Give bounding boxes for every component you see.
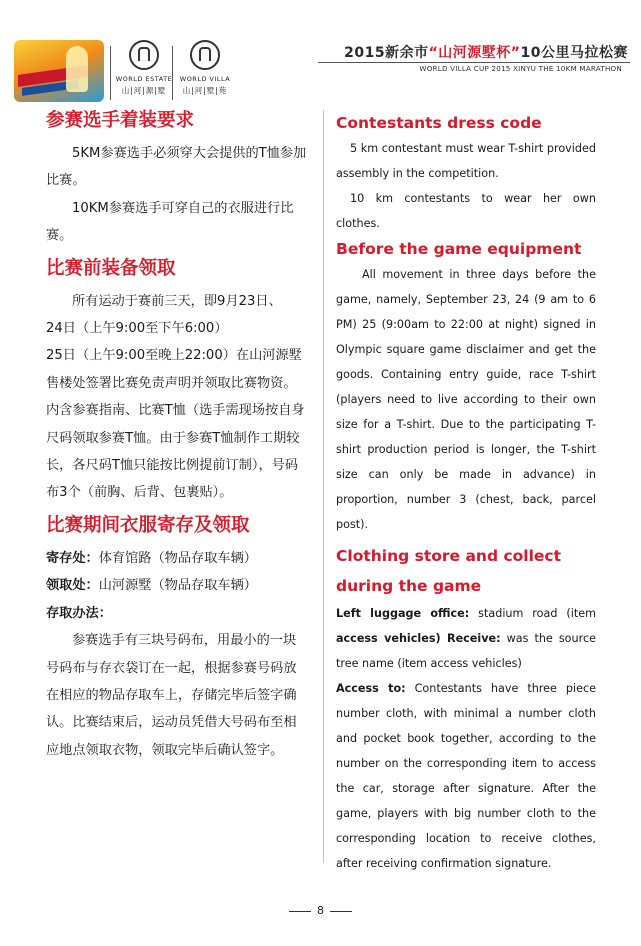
text-line: 所有运动于赛前三天，即9月23日、	[72, 293, 282, 309]
world-estate-logo	[113, 40, 175, 96]
luggage-value: stadium road (item	[478, 607, 596, 620]
store-location	[46, 545, 308, 572]
event-logo	[14, 40, 104, 102]
title-highlight: “山河源墅杯”	[428, 45, 521, 61]
header-rule	[318, 62, 630, 63]
page-header	[0, 0, 641, 102]
store-value: 体育馆路（物品存取车辆）	[98, 550, 257, 566]
english-column	[336, 110, 596, 876]
section-heading: Clothing store and collect during the game	[336, 547, 562, 595]
paragraph	[336, 676, 596, 876]
section-heading: 比赛前装备领取	[46, 257, 176, 279]
paragraph: 10 km contestants to wear her own clothes.	[336, 192, 596, 230]
paragraph: 25日（上午9:00至晚上22:00）在山河源墅售楼处签署比赛免责声明并领取比赛物资。内含参赛指南、比赛T恤（选手需现场按自身尺码领取参赛T恤。由于参赛T恤制作工期较长，各尺码T恤只能按比例提前订制），号码布3个（前胸、后背、包裹贴）。	[46, 348, 305, 501]
logo-separator	[110, 46, 111, 100]
footer-dash	[289, 911, 311, 912]
brand-cn: 山|河|源|墅	[121, 86, 167, 95]
column-divider	[323, 110, 324, 863]
paragraph: 参赛选手有三块号码布，用最小的一块号码布与存衣袋订在一起，根据参赛号码放在相应的物品存取车上，存储完毕后签字确认。比赛结束后，运动员凭借大号码布至相应地点领取衣物，领取完毕后确认签字。	[46, 633, 297, 758]
method-label: 存取办法：	[46, 605, 112, 621]
paragraph: 5KM参赛选手必须穿大会提供的T恤参加比赛。	[46, 146, 307, 189]
collect-value: 山河源墅（物品存取车辆）	[98, 578, 257, 594]
world-villa-logo	[174, 40, 236, 96]
title-post: 10公里马拉松赛	[520, 45, 628, 61]
luggage-label: Left luggage office:	[336, 607, 470, 620]
brand-en: WORLD ESTATE	[115, 75, 173, 83]
event-subtitle: WORLD VILLA CUP 2015 XINYU THE 10KM MARATHON	[419, 64, 622, 73]
access-label: Access to:	[336, 682, 406, 695]
collect-location	[46, 572, 308, 599]
page-number: 8	[317, 904, 324, 917]
tree-emblem-icon	[129, 40, 159, 70]
paragraph: All movement in three days before the game, namely, September 23, 24 (9 am to 6 PM) 25 (9:00am to 22:00 at night) signed in Olympic square game disclaimer and get the goods. Containing entry guide, race T-shirt (players need to live according to their own size for a T-shirt. Due to the participating T-shirt production period is longer, the T-shirt size can only be made in advance) in proportion, number 3 (chest, back, parcel post).	[336, 268, 596, 531]
paragraph: 10KM参赛选手可穿自己的衣服进行比赛。	[46, 200, 294, 244]
section-heading: Before the game equipment	[336, 240, 582, 258]
paragraph	[336, 601, 596, 676]
receive-value: was the source tree name (item access vehicles)	[336, 632, 596, 670]
page-footer	[0, 904, 641, 917]
brand-en: WORLD VILLA	[179, 75, 231, 83]
title-pre: 2015新余市	[344, 45, 429, 61]
store-label: 寄存处：	[46, 550, 99, 566]
section-heading: 比赛期间衣服寄存及领取	[46, 514, 250, 536]
collect-label: 领取处：	[46, 578, 99, 594]
brand-cn: 山|河|墅|苑	[182, 86, 228, 95]
receive-label: access vehicles) Receive:	[336, 632, 501, 645]
tree-emblem-icon	[190, 40, 220, 70]
section-heading: Contestants dress code	[336, 114, 542, 132]
section-heading: 参赛选手着装要求	[46, 110, 195, 131]
paragraph: 5 km contestant must wear T-shirt provided assembly in the competition.	[336, 142, 596, 180]
access-value: Contestants have three piece number cloth, with minimal a number cloth and pocket book together, according to the number on the corresponding item to access the car, storage after signature. After the game, players with big number cloth to the corresponding location to receive clothes, after receiving confirmation signature.	[336, 682, 596, 870]
text-line: 24日（上午9:00至下午6:00）	[46, 321, 228, 337]
footer-dash	[330, 911, 352, 912]
logo-separator	[172, 46, 173, 100]
event-title	[322, 42, 628, 62]
chinese-column	[46, 106, 308, 764]
runner-icon	[66, 46, 88, 92]
